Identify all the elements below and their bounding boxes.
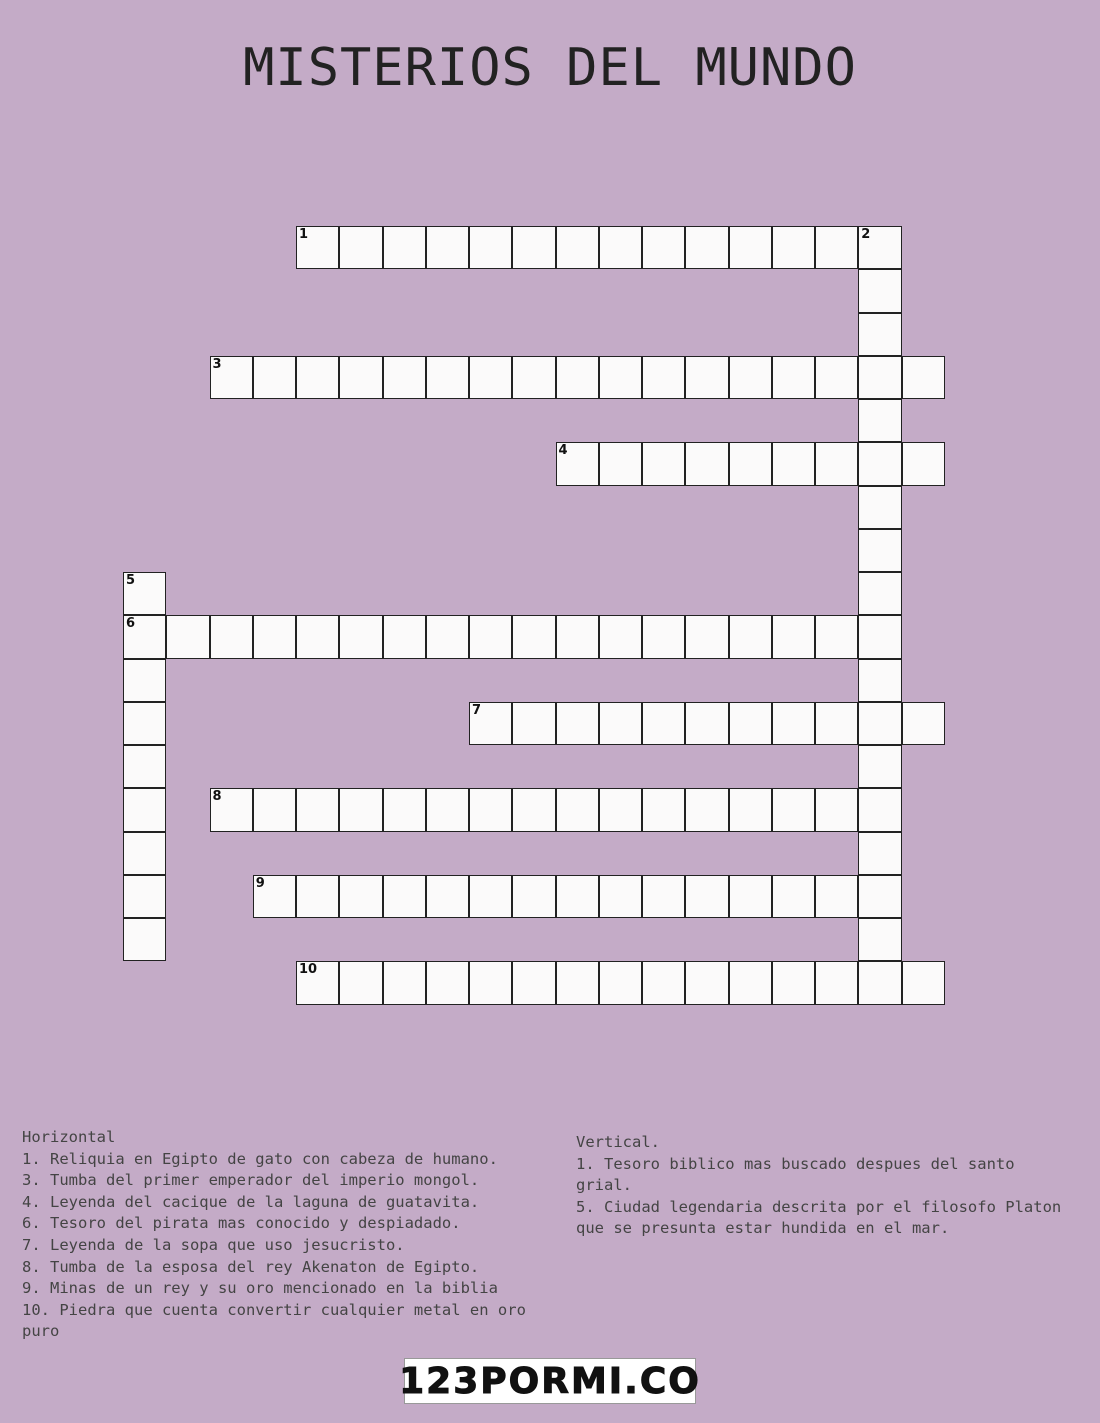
vertical-heading: Vertical. bbox=[576, 1133, 660, 1151]
crossword-cell[interactable] bbox=[123, 702, 166, 745]
crossword-cell[interactable] bbox=[556, 961, 599, 1004]
crossword-cell[interactable] bbox=[685, 875, 728, 918]
crossword-cell[interactable] bbox=[772, 875, 815, 918]
crossword-cell[interactable] bbox=[123, 615, 166, 658]
crossword-cell[interactable] bbox=[296, 226, 339, 269]
crossword-cell[interactable] bbox=[685, 226, 728, 269]
crossword-cell[interactable] bbox=[815, 615, 858, 658]
crossword-cell[interactable] bbox=[339, 615, 382, 658]
crossword-cell[interactable] bbox=[642, 788, 685, 831]
crossword-cell[interactable] bbox=[729, 702, 772, 745]
crossword-cell[interactable] bbox=[599, 615, 642, 658]
crossword-cell[interactable] bbox=[383, 226, 426, 269]
crossword-cell[interactable] bbox=[729, 961, 772, 1004]
crossword-cell[interactable] bbox=[642, 702, 685, 745]
crossword-cell[interactable] bbox=[772, 961, 815, 1004]
crossword-cell[interactable] bbox=[123, 788, 166, 831]
crossword-cell[interactable] bbox=[123, 832, 166, 875]
crossword-cell[interactable] bbox=[815, 442, 858, 485]
crossword-cell[interactable] bbox=[902, 961, 945, 1004]
crossword-cell[interactable] bbox=[642, 875, 685, 918]
crossword-cell[interactable] bbox=[858, 399, 901, 442]
horizontal-heading: Horizontal bbox=[22, 1128, 116, 1146]
crossword-cell[interactable] bbox=[599, 875, 642, 918]
crossword-cell[interactable] bbox=[858, 529, 901, 572]
crossword-cell[interactable] bbox=[383, 356, 426, 399]
crossword-cell[interactable] bbox=[772, 356, 815, 399]
crossword-cell[interactable] bbox=[339, 788, 382, 831]
clue-h-6: 6. Tesoro del pirata mas conocido y despiadado. bbox=[22, 1214, 461, 1233]
crossword-cell[interactable] bbox=[556, 226, 599, 269]
crossword-cell[interactable] bbox=[296, 875, 339, 918]
clue-number: 4 bbox=[558, 443, 568, 459]
clue-number: 6 bbox=[126, 616, 136, 632]
crossword-cell[interactable] bbox=[383, 615, 426, 658]
clue-number: 2 bbox=[861, 227, 871, 242]
clue-number: 3 bbox=[212, 356, 222, 372]
clue-h-3: 3. Tumba del primer emperador del imperio mongol. bbox=[22, 1171, 480, 1190]
crossword-cell[interactable] bbox=[772, 615, 815, 658]
crossword-cell[interactable] bbox=[339, 961, 382, 1004]
crossword-cell[interactable] bbox=[512, 356, 555, 399]
crossword-cell[interactable] bbox=[685, 702, 728, 745]
clue-number: 8 bbox=[212, 789, 222, 805]
crossword-cell[interactable] bbox=[426, 875, 469, 918]
crossword-cell[interactable] bbox=[166, 615, 209, 658]
clue-v-1: 1. Tesoro biblico mas buscado despues del santo grial. bbox=[576, 1154, 1015, 1195]
clue-h-1: 1. Reliquia en Egipto de gato con cabeza de humano. bbox=[22, 1149, 498, 1168]
crossword-cell[interactable] bbox=[902, 356, 945, 399]
crossword-cell[interactable] bbox=[426, 788, 469, 831]
crossword-cell[interactable] bbox=[815, 702, 858, 745]
crossword-cell[interactable] bbox=[556, 875, 599, 918]
crossword-cell[interactable] bbox=[729, 442, 772, 485]
crossword-cell[interactable] bbox=[123, 918, 166, 961]
crossword-cell[interactable] bbox=[729, 226, 772, 269]
page-title: MISTERIOS DEL MUNDO bbox=[243, 38, 857, 98]
crossword-cell[interactable] bbox=[642, 615, 685, 658]
crossword-cell[interactable] bbox=[512, 788, 555, 831]
crossword-cell[interactable] bbox=[815, 226, 858, 269]
crossword-cell[interactable] bbox=[685, 615, 728, 658]
crossword-cell[interactable] bbox=[772, 702, 815, 745]
crossword-cell[interactable] bbox=[469, 702, 512, 745]
crossword-cell[interactable] bbox=[253, 875, 296, 918]
crossword-cell[interactable] bbox=[296, 356, 339, 399]
crossword-cell[interactable] bbox=[642, 442, 685, 485]
crossword-cell[interactable] bbox=[858, 659, 901, 702]
crossword-cell[interactable] bbox=[556, 442, 599, 485]
crossword-cell[interactable] bbox=[339, 226, 382, 269]
crossword-cell[interactable] bbox=[685, 356, 728, 399]
crossword-cell[interactable] bbox=[512, 961, 555, 1004]
crossword-cell[interactable] bbox=[469, 226, 512, 269]
crossword-cell[interactable] bbox=[469, 615, 512, 658]
crossword-cell[interactable] bbox=[858, 313, 901, 356]
clue-number: 10 bbox=[299, 962, 318, 978]
crossword-cell[interactable] bbox=[556, 615, 599, 658]
crossword-cell[interactable] bbox=[858, 745, 901, 788]
crossword-cell[interactable] bbox=[383, 961, 426, 1004]
crossword-cell[interactable] bbox=[685, 961, 728, 1004]
crossword-cell[interactable] bbox=[339, 875, 382, 918]
vertical-clues bbox=[576, 1132, 1076, 1240]
crossword-cell[interactable] bbox=[858, 269, 901, 312]
crossword-cell[interactable] bbox=[556, 356, 599, 399]
crossword-cell[interactable] bbox=[815, 788, 858, 831]
crossword-cell[interactable] bbox=[642, 356, 685, 399]
crossword-cell[interactable] bbox=[599, 702, 642, 745]
crossword-cell[interactable] bbox=[426, 615, 469, 658]
crossword-cell[interactable] bbox=[123, 572, 166, 615]
crossword-cell[interactable] bbox=[772, 788, 815, 831]
crossword-cell[interactable] bbox=[858, 615, 901, 658]
crossword-cell[interactable] bbox=[469, 788, 512, 831]
crossword-cell[interactable] bbox=[685, 788, 728, 831]
crossword-cell[interactable] bbox=[426, 961, 469, 1004]
clue-h-4: 4. Leyenda del cacique de la laguna de guatavita. bbox=[22, 1192, 480, 1211]
clue-h-7: 7. Leyenda de la sopa que uso jesucristo. bbox=[22, 1235, 405, 1254]
crossword-cell[interactable] bbox=[253, 356, 296, 399]
crossword-cell[interactable] bbox=[902, 702, 945, 745]
crossword-cell[interactable] bbox=[599, 788, 642, 831]
crossword-cell[interactable] bbox=[383, 875, 426, 918]
crossword-cell[interactable] bbox=[469, 356, 512, 399]
crossword-cell[interactable] bbox=[858, 788, 901, 831]
crossword-cell[interactable] bbox=[858, 226, 901, 269]
crossword-cell[interactable] bbox=[858, 961, 901, 1004]
crossword-cell[interactable] bbox=[210, 356, 253, 399]
crossword-cell[interactable] bbox=[339, 356, 382, 399]
crossword-cell[interactable] bbox=[210, 615, 253, 658]
crossword-cell[interactable] bbox=[296, 615, 339, 658]
crossword-cell[interactable] bbox=[772, 442, 815, 485]
crossword-cell[interactable] bbox=[383, 788, 426, 831]
clue-h-9: 9. Minas de un rey y su oro mencionado en la biblia bbox=[22, 1279, 498, 1298]
horizontal-clues bbox=[22, 1127, 562, 1343]
crossword-cell[interactable] bbox=[512, 702, 555, 745]
crossword-cell[interactable] bbox=[123, 875, 166, 918]
crossword-cell[interactable] bbox=[556, 788, 599, 831]
crossword-cell[interactable] bbox=[858, 572, 901, 615]
site-logo: 123PORMI.CO bbox=[404, 1358, 696, 1404]
crossword-cell[interactable] bbox=[253, 615, 296, 658]
clue-h-10: 10. Piedra que cuenta convertir cualquier metal en oro puro bbox=[22, 1300, 526, 1341]
clue-h-8: 8. Tumba de la esposa del rey Akenaton de Egipto. bbox=[22, 1257, 480, 1276]
crossword-cell[interactable] bbox=[253, 788, 296, 831]
crossword-cell[interactable] bbox=[599, 961, 642, 1004]
crossword-cell[interactable] bbox=[512, 615, 555, 658]
crossword-cell[interactable] bbox=[512, 875, 555, 918]
crossword-cell[interactable] bbox=[685, 442, 728, 485]
crossword-cell[interactable] bbox=[729, 615, 772, 658]
crossword-cell[interactable] bbox=[599, 442, 642, 485]
crossword-cell[interactable] bbox=[296, 961, 339, 1004]
crossword-cell[interactable] bbox=[858, 918, 901, 961]
crossword-cell[interactable] bbox=[426, 356, 469, 399]
clue-number: 5 bbox=[126, 573, 136, 588]
crossword-cell[interactable] bbox=[599, 356, 642, 399]
crossword-cell[interactable] bbox=[426, 226, 469, 269]
crossword-cell[interactable] bbox=[858, 832, 901, 875]
crossword-cell[interactable] bbox=[729, 875, 772, 918]
crossword-cell[interactable] bbox=[123, 745, 166, 788]
crossword-cell[interactable] bbox=[815, 875, 858, 918]
crossword-cell[interactable] bbox=[210, 788, 253, 831]
crossword-cell[interactable] bbox=[469, 961, 512, 1004]
crossword-cell[interactable] bbox=[556, 702, 599, 745]
crossword-cell[interactable] bbox=[599, 226, 642, 269]
clue-number: 9 bbox=[255, 875, 265, 891]
crossword-cell[interactable] bbox=[729, 788, 772, 831]
crossword-cell[interactable] bbox=[858, 442, 901, 485]
clue-v-5: 5. Ciudad legendaria descrita por el filosofo Platon que se presunta estar hundida en el mar. bbox=[576, 1197, 1062, 1238]
crossword-cell[interactable] bbox=[296, 788, 339, 831]
crossword-cell[interactable] bbox=[469, 875, 512, 918]
crossword-cell[interactable] bbox=[642, 961, 685, 1004]
clue-number: 1 bbox=[299, 227, 309, 242]
crossword-cell[interactable] bbox=[729, 356, 772, 399]
clue-number: 7 bbox=[472, 702, 482, 718]
crossword-cell[interactable] bbox=[902, 442, 945, 485]
crossword-cell[interactable] bbox=[858, 875, 901, 918]
crossword-cell[interactable] bbox=[815, 961, 858, 1004]
crossword-cell[interactable] bbox=[815, 356, 858, 399]
crossword-cell[interactable] bbox=[772, 226, 815, 269]
crossword-cell[interactable] bbox=[858, 356, 901, 399]
crossword-cell[interactable] bbox=[858, 486, 901, 529]
crossword-cell[interactable] bbox=[123, 659, 166, 702]
crossword-cell[interactable] bbox=[512, 226, 555, 269]
crossword-cell[interactable] bbox=[858, 702, 901, 745]
crossword-cell[interactable] bbox=[642, 226, 685, 269]
